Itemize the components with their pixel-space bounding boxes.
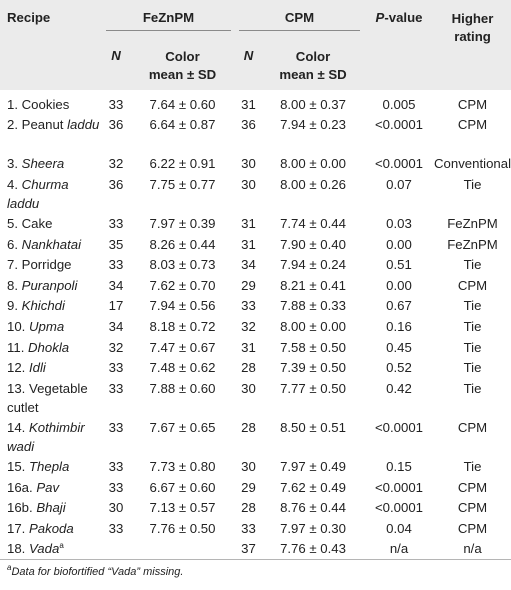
cpm-n-cell: 28 xyxy=(241,419,256,435)
rating-cell: Tie xyxy=(463,176,482,192)
cpm-n-cell: 31 xyxy=(241,339,256,355)
fezn-mean-cell: 7.64 ± 0.60 xyxy=(149,97,216,112)
footnote-text: Data for biofortified “Vada” missing. xyxy=(11,565,184,578)
pvalue-column-header: P-value xyxy=(375,10,423,25)
rating-cell: Tie xyxy=(463,459,482,475)
pvalue-cell: 0.15 xyxy=(386,459,412,475)
cpm-mean-cell: 7.94 ± 0.23 xyxy=(280,117,346,132)
pvalue-cell: <0.0001 xyxy=(374,500,424,516)
rating-cell: CPM xyxy=(457,479,488,495)
fezn-n-cell: 33 xyxy=(108,257,124,273)
cpm-mean-cell: 7.90 ± 0.40 xyxy=(280,236,346,252)
pvalue-cell: <0.0001 xyxy=(374,117,424,132)
rating-cell: Tie xyxy=(463,380,482,396)
recipe-cell: 8. Puranpoli xyxy=(7,277,78,293)
fezn-mean-cell: 7.94 ± 0.56 xyxy=(149,298,216,314)
recipe-cell: 5. Cake xyxy=(7,215,53,231)
fezn-group-label: FeZnPM xyxy=(106,10,231,31)
rating-cell: CPM xyxy=(457,117,488,132)
cpm-n-cell: 28 xyxy=(241,360,256,376)
fezn-mean-cell: 7.13 ± 0.57 xyxy=(149,500,216,516)
cpm-n-cell: 29 xyxy=(241,479,256,495)
table-row xyxy=(0,90,511,114)
fezn-n-cell: 33 xyxy=(108,419,124,435)
cpm-n-cell: 30 xyxy=(241,176,256,192)
table-row xyxy=(0,153,511,174)
cpm-mean-cell: 7.88 ± 0.33 xyxy=(280,298,346,314)
cpm-group-label: CPM xyxy=(239,10,360,31)
cpm-mean-cell: 7.58 ± 0.50 xyxy=(280,339,346,355)
pvalue-cell: 0.04 xyxy=(386,520,412,536)
table-header xyxy=(0,0,511,90)
fezn-mean-cell: 7.62 ± 0.70 xyxy=(149,277,216,293)
table-body xyxy=(0,90,511,559)
cpm-n-cell: 31 xyxy=(241,215,256,231)
recipe-cell: 9. Khichdi xyxy=(7,298,65,314)
table-row xyxy=(0,275,511,296)
table-row xyxy=(0,417,511,456)
rating-cell: Tie xyxy=(463,339,482,355)
recipe-cell: 16a. Pav xyxy=(7,479,60,495)
cpm-n-cell: 36 xyxy=(241,117,256,132)
rating-cell: CPM xyxy=(457,419,488,435)
footnote-marker: a xyxy=(7,562,12,572)
fezn-n-cell: 32 xyxy=(108,156,124,172)
cpm-mean-cell: 7.77 ± 0.50 xyxy=(280,380,346,396)
table-footnote xyxy=(0,559,511,588)
fezn-n-cell: 36 xyxy=(108,117,124,132)
pvalue-cell: <0.0001 xyxy=(374,419,424,435)
recipe-cell: 16b. Bhaji xyxy=(7,500,66,516)
fezn-mean-cell: 7.76 ± 0.50 xyxy=(149,520,216,536)
table-row xyxy=(0,316,511,337)
fezn-n-cell: 33 xyxy=(108,380,124,396)
pvalue-cell: 0.07 xyxy=(386,176,412,192)
fezn-mean-cell: 7.97 ± 0.39 xyxy=(149,215,216,231)
table-row xyxy=(0,234,511,255)
fezn-mean-cell: 7.88 ± 0.60 xyxy=(149,380,216,396)
pvalue-cell: <0.0001 xyxy=(374,479,424,495)
pvalue-cell: 0.00 xyxy=(386,277,412,293)
pvalue-cell: 0.52 xyxy=(386,360,412,376)
cpm-n-cell: 34 xyxy=(241,257,256,273)
fezn-n-cell: 36 xyxy=(108,176,124,192)
rating-cell: Conventional xyxy=(434,156,511,172)
cpm-mean-cell: 8.00 ± 0.00 xyxy=(280,156,346,172)
rating-cell: Tie xyxy=(463,318,482,334)
table-row xyxy=(0,378,511,417)
table-row xyxy=(0,114,511,153)
cpm-n-cell: 32 xyxy=(241,318,256,334)
fezn-n-cell: 17 xyxy=(108,298,124,314)
recipe-cell: 14. Kothimbir wadi xyxy=(7,419,85,454)
table-row xyxy=(0,477,511,498)
fezn-n-cell xyxy=(102,538,130,559)
recipe-cell: 13. Vegetable cutlet xyxy=(7,380,88,415)
cpm-mean-cell: 7.94 ± 0.24 xyxy=(280,257,346,273)
rating-cell: Tie xyxy=(463,360,482,376)
pvalue-cell: 0.005 xyxy=(382,97,416,112)
table-row xyxy=(0,456,511,477)
fezn-n-cell: 34 xyxy=(108,277,124,293)
fezn-n-cell: 33 xyxy=(108,97,124,112)
pvalue-cell: <0.0001 xyxy=(374,156,424,172)
table-row xyxy=(0,538,511,559)
cpm-mean-cell: 7.74 ± 0.44 xyxy=(280,215,346,231)
cpm-n-cell: 31 xyxy=(241,97,256,112)
recipe-cell: 2. Peanut laddu xyxy=(7,117,100,132)
fezn-mean-cell: 8.03 ± 0.73 xyxy=(149,257,216,273)
recipe-cell: 7. Porridge xyxy=(7,257,72,273)
table-row xyxy=(0,213,511,234)
cpm-group-header xyxy=(235,0,364,40)
recipe-cell: 11. Dhokla xyxy=(7,339,70,355)
fezn-n-cell: 33 xyxy=(108,360,124,376)
fezn-n-cell: 32 xyxy=(108,339,124,355)
fezn-n-cell: 33 xyxy=(108,479,124,495)
fezn-mean-cell: 7.48 ± 0.62 xyxy=(149,360,216,376)
recipe-cell: 15. Thepla xyxy=(7,459,70,475)
table-row xyxy=(0,497,511,518)
pvalue-cell: 0.51 xyxy=(386,257,412,273)
cpm-mean-cell: 8.76 ± 0.44 xyxy=(280,500,346,516)
recipe-column-header: Recipe xyxy=(7,10,51,25)
fezn-n-header: N xyxy=(111,48,121,63)
fezn-mean-header: Color mean ± SD xyxy=(148,49,217,82)
rating-cell: CPM xyxy=(457,500,488,516)
cpm-n-cell: 37 xyxy=(241,541,256,557)
recipe-cell: 12. Idli xyxy=(7,360,46,376)
cpm-n-cell: 33 xyxy=(241,298,256,314)
fezn-mean-cell: 8.18 ± 0.72 xyxy=(149,318,216,334)
rating-cell: FeZnPM xyxy=(447,215,498,231)
cpm-mean-cell: 7.76 ± 0.43 xyxy=(280,541,346,557)
recipe-cell: 3. Sheera xyxy=(7,156,65,172)
cpm-n-cell: 30 xyxy=(241,380,256,396)
fezn-n-cell: 35 xyxy=(108,236,124,252)
fezn-mean-cell xyxy=(130,538,235,559)
fezn-mean-cell: 7.47 ± 0.67 xyxy=(149,339,216,355)
rating-cell: Tie xyxy=(463,257,482,273)
cpm-mean-cell: 8.50 ± 0.51 xyxy=(280,419,346,435)
table-row xyxy=(0,337,511,358)
fezn-mean-cell: 7.67 ± 0.65 xyxy=(149,419,216,435)
rating-cell: FeZnPM xyxy=(447,236,498,252)
cpm-mean-cell: 7.97 ± 0.30 xyxy=(280,520,346,536)
pvalue-cell: 0.00 xyxy=(386,236,412,252)
pvalue-cell: n/a xyxy=(389,541,409,557)
recipe-cell: 10. Upma xyxy=(7,318,65,334)
fezn-mean-cell: 6.64 ± 0.87 xyxy=(149,117,216,132)
table-row xyxy=(0,254,511,275)
cpm-n-cell: 33 xyxy=(241,520,256,536)
fezn-n-cell: 34 xyxy=(108,318,124,334)
cpm-n-cell: 30 xyxy=(241,459,256,475)
cpm-mean-cell: 8.21 ± 0.41 xyxy=(280,277,346,293)
fezn-group-header xyxy=(102,0,235,40)
pvalue-cell: 0.16 xyxy=(386,318,412,334)
fezn-mean-cell: 8.26 ± 0.44 xyxy=(149,236,216,252)
table-row xyxy=(0,518,511,539)
pvalue-cell: 0.67 xyxy=(386,298,412,314)
recipe-cell: 6. Nankhatai xyxy=(7,236,82,252)
fezn-mean-cell: 7.75 ± 0.77 xyxy=(149,176,216,192)
fezn-mean-cell: 7.73 ± 0.80 xyxy=(149,459,216,475)
cpm-n-cell: 29 xyxy=(241,277,256,293)
cpm-n-cell: 28 xyxy=(241,500,256,516)
rating-column-header: Higher rating xyxy=(451,11,494,44)
cpm-mean-cell: 7.62 ± 0.49 xyxy=(280,479,346,495)
fezn-n-cell: 33 xyxy=(108,215,124,231)
pvalue-cell: 0.42 xyxy=(386,380,412,396)
pvalue-cell: 0.03 xyxy=(386,215,412,231)
fezn-n-cell: 30 xyxy=(108,500,124,516)
cpm-mean-cell: 7.97 ± 0.49 xyxy=(280,459,346,475)
recipe-cell: 4. Churma laddu xyxy=(7,176,69,211)
fezn-mean-cell: 6.67 ± 0.60 xyxy=(149,479,216,495)
rating-cell: Tie xyxy=(463,298,482,314)
cpm-mean-cell: 7.39 ± 0.50 xyxy=(280,360,346,376)
cpm-mean-header: Color mean ± SD xyxy=(279,49,347,82)
fezn-mean-cell: 6.22 ± 0.91 xyxy=(149,156,216,172)
cpm-mean-cell: 8.00 ± 0.37 xyxy=(280,97,346,112)
table-row xyxy=(0,357,511,378)
table-row xyxy=(0,174,511,213)
pvalue-cell: 0.45 xyxy=(386,339,412,355)
recipe-cell: 18. Vada$^a$ xyxy=(7,541,64,557)
rating-cell: CPM xyxy=(457,97,488,112)
cpm-n-cell: 31 xyxy=(241,236,256,252)
cpm-mean-cell: 8.00 ± 0.00 xyxy=(280,318,346,334)
rating-cell: CPM xyxy=(457,520,488,536)
rating-cell: n/a xyxy=(463,541,482,557)
cpm-n-cell: 30 xyxy=(241,156,256,172)
fezn-n-cell: 33 xyxy=(108,520,124,536)
cpm-mean-cell: 8.00 ± 0.26 xyxy=(280,176,346,192)
rating-cell: CPM xyxy=(457,277,488,293)
fezn-n-cell: 33 xyxy=(108,459,124,475)
table-row xyxy=(0,295,511,316)
cpm-n-header: N xyxy=(243,48,254,63)
recipe-cell: 17. Pakoda xyxy=(7,520,74,536)
recipe-cell: 1. Cookies xyxy=(7,97,70,112)
